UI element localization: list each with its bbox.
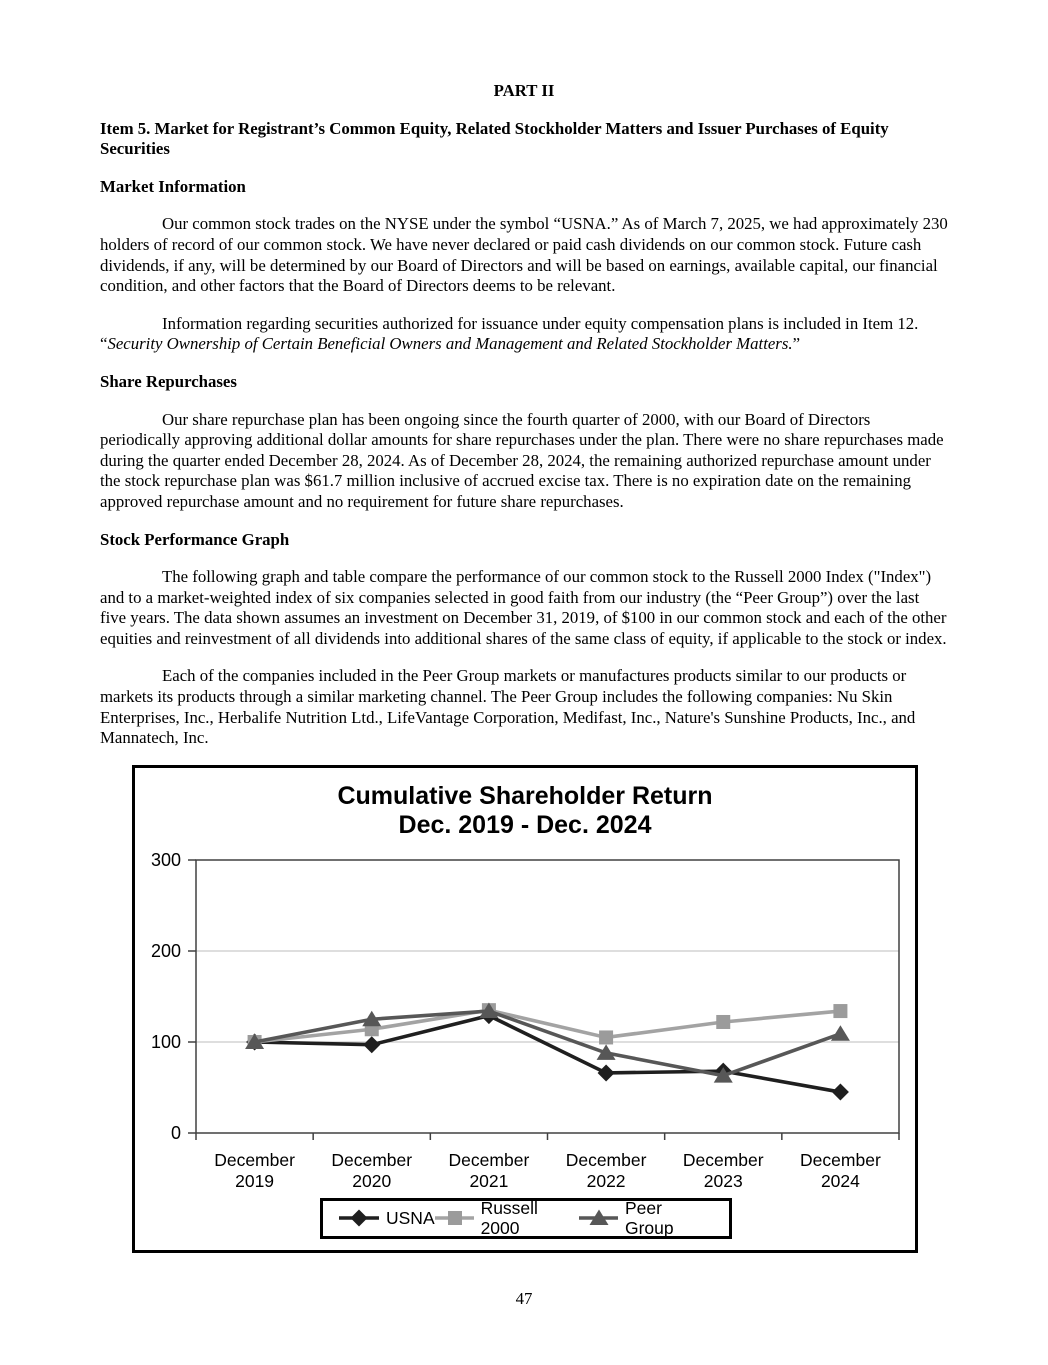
legend-label: Peer Group	[624, 1197, 674, 1239]
y-axis	[151, 850, 196, 1143]
share-repurchases-paragraph: Our share repurchase plan has been ongoing since the fourth quarter of 2000, with our Board of Directors periodically approving additional dollar amounts for share repurchases under the plan. There were no share repurchases made during the quarter ended December 28, 2024. As of December 28, 2024, the remaining authorized repurchase amount under the stock repurchase plan was $61.7 million inclusive of accrued excise tax. There is no expiration date on the remaining approved repurchase amount and no requirement for future share repurchases.	[100, 409, 944, 511]
market-information-heading: Market Information	[100, 176, 246, 196]
performance-chart	[132, 765, 918, 1253]
gridlines	[196, 951, 899, 1042]
paragraph-2-suffix: ”	[792, 334, 801, 354]
series-usna	[246, 1007, 849, 1100]
item5-heading: Item 5. Market for Registrant’s Common Equity, Related Stockholder Matters and Issuer Purchases of Equity Securities	[100, 118, 889, 159]
square-marker-icon	[448, 1211, 462, 1225]
x-tick-label: 2021	[469, 1170, 509, 1191]
y-tick-label: 100	[150, 1031, 181, 1052]
square-marker-icon	[833, 1004, 847, 1018]
diamond-marker-icon	[598, 1064, 615, 1081]
diamond-marker-icon	[832, 1083, 849, 1100]
chart-title: Cumulative Shareholder Return	[337, 781, 713, 810]
x-tick-label: 2019	[235, 1170, 275, 1191]
stock-performance-paragraph-1: The following graph and table compare the performance of our common stock to the Russell 2000 Index ("Index") and to a market-weighted index of six companies selected in good faith from our industry (the “Peer Group”) over the last five years. The data shown assumes an investment on December 31, 2019, of $100 in our common stock and each of the other equities and reinvestment of all dividends into additional shares of the same class of equity, if applicable to the stock or index.	[100, 567, 947, 648]
triangle-marker-icon	[831, 1025, 850, 1041]
legend-item-usna	[339, 1208, 435, 1229]
x-tick-label: 2022	[586, 1170, 626, 1191]
share-repurchases-heading: Share Repurchases	[100, 371, 237, 391]
square-marker-icon	[599, 1030, 613, 1044]
market-information-paragraph-1: Our common stock trades on the NYSE under the symbol “USNA.” As of March 7, 2025, we had approximately 230 holders of record of our common stock. We have never declared or paid cash dividends on our common stock. Future cash dividends, if any, will be determined by our Board of Directors and will be based on earnings, available capital, our financial condition, and other factors that the Board of Directors deems to be relevant.	[100, 214, 948, 296]
legend-label: USNA	[386, 1208, 435, 1229]
line-chart-plot	[135, 768, 914, 1249]
legend-label: Russell 2000	[480, 1197, 538, 1239]
x-tick-label: December	[682, 1149, 764, 1170]
x-tick-label: December	[214, 1149, 295, 1170]
square-marker-icon	[716, 1015, 730, 1029]
paragraph-2-italic-reference: Security Ownership of Certain Beneficial Owners and Management and Related Stockholder Matters.	[107, 334, 793, 354]
diamond-marker-icon	[351, 1210, 368, 1227]
stock-performance-paragraph-2: Each of the companies included in the Peer Group markets or manufactures products similar to our products or markets its products through a similar marketing channel. The Peer Group includes the following companies: Nu Skin Enterprises, Inc., Herbalife Nutrition Ltd., LifeVantage Corporation, Medifast, Inc., Nature's Sunshine Products, Inc., and Mannatech, Inc.	[100, 666, 916, 748]
diamond-marker-icon	[363, 1036, 380, 1053]
x-tick-label: December	[448, 1149, 530, 1170]
x-tick-label: December	[565, 1149, 647, 1170]
x-tick-label: 2024	[820, 1170, 860, 1191]
diamond-legend-marker-icon	[339, 1208, 379, 1228]
x-axis	[196, 1133, 899, 1191]
chart-legend	[320, 1198, 732, 1239]
chart-title-block	[135, 782, 915, 840]
square-legend-marker-icon	[435, 1208, 474, 1228]
plot-border	[196, 860, 899, 1133]
x-tick-label: 2020	[352, 1170, 392, 1191]
market-information-paragraph-2	[100, 314, 948, 355]
x-tick-label: December	[800, 1149, 881, 1170]
y-tick-label: 200	[150, 940, 181, 961]
y-tick-label: 0	[170, 1122, 181, 1143]
page-number: 47	[515, 1288, 533, 1308]
triangle-legend-marker-icon	[579, 1208, 618, 1228]
legend-item-russell-2000	[435, 1198, 579, 1239]
chart-subtitle: Dec. 2019 - Dec. 2024	[398, 810, 652, 839]
part-title: PART II	[493, 81, 555, 100]
paragraph-2-prefix: Information regarding securities authorized for issuance under equity compensation plans is included in Item 12. “	[100, 313, 919, 354]
x-tick-label: December	[331, 1149, 413, 1170]
x-tick-label: 2023	[703, 1170, 743, 1191]
series-line	[255, 1015, 841, 1091]
stock-performance-heading: Stock Performance Graph	[100, 529, 290, 549]
legend-item-peer-group	[579, 1198, 713, 1239]
y-tick-label: 300	[150, 849, 181, 870]
